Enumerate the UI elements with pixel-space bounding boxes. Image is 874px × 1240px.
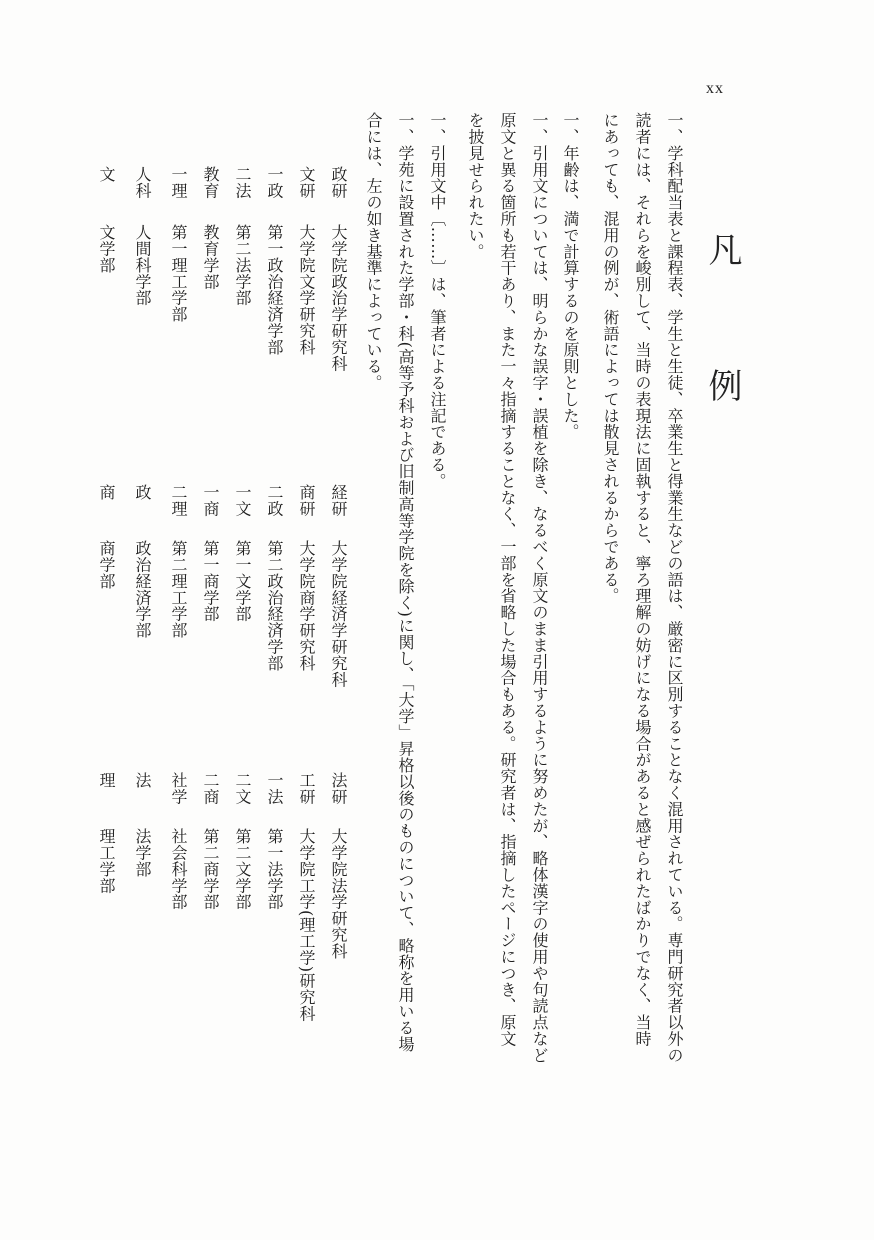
abbreviation: 二政: [265, 484, 284, 517]
abbreviation: 商: [97, 484, 116, 501]
abbreviation: 一理: [169, 166, 188, 199]
abbreviation: 理: [97, 772, 116, 789]
abbreviation-full-name: 第二理工学部: [169, 540, 188, 639]
abbreviation-full-name: 第一文学部: [233, 540, 252, 622]
abbreviation-full-name: 理工学部: [97, 828, 116, 894]
abbreviation: 二商: [201, 772, 220, 805]
note-5-line-2: 合には、左の如き基準によっている。: [364, 112, 383, 391]
abbreviation-full-name: 大学院工学(理工学)研究科: [297, 828, 316, 1022]
abbreviation: 一商: [201, 484, 220, 517]
abbreviation: 文: [97, 166, 116, 183]
note-3-line-3: を披見せられたい。: [466, 112, 485, 260]
abbreviation-full-name: 大学院文学研究科: [297, 224, 316, 356]
abbreviation: 一文: [233, 484, 252, 517]
abbreviation: 法: [133, 772, 152, 789]
page-number: xx: [706, 80, 724, 97]
abbreviation-full-name: 第一法学部: [265, 828, 284, 910]
abbreviation-full-name: 第一理工学部: [169, 224, 188, 323]
abbreviation-full-name: 第二政治経済学部: [265, 540, 284, 672]
abbreviation: 政研: [329, 166, 348, 199]
abbreviation-full-name: 第一政治経済学部: [265, 224, 284, 356]
abbreviation-full-name: 大学院商学研究科: [297, 540, 316, 672]
abbreviation-full-name: 大学院経済学研究科: [329, 540, 348, 688]
abbreviation: 一政: [265, 166, 284, 199]
abbreviation-full-name: 第二法学部: [233, 224, 252, 306]
abbreviation-full-name: 政治経済学部: [133, 540, 152, 639]
abbreviation: 文研: [297, 166, 316, 199]
note-1-line-3: にあっても、混用の例が、術語によっては散見されるからである。: [601, 112, 620, 604]
abbreviation: 教育: [201, 166, 220, 199]
abbreviation-full-name: 法学部: [133, 828, 152, 878]
abbreviation-full-name: 商学部: [97, 540, 116, 590]
abbreviation-row: [126, 166, 158, 946]
abbreviation: 二文: [233, 772, 252, 805]
abbreviation-full-name: 人間科学部: [133, 224, 152, 306]
abbreviation-row: [322, 166, 354, 960]
abbreviation: 二法: [233, 166, 252, 199]
abbreviation: 二理: [169, 484, 188, 517]
note-4-line-1: 一、引用文中〔……〕は、筆者による注記である。: [428, 112, 447, 490]
abbreviation-row: [258, 166, 290, 946]
note-1-line-1: 一、学科配当表と課程表、学生と生徒、卒業生と得業生などの語は、厳密に区別することなく混用されている。専門研究者以外の: [665, 112, 684, 1064]
abbreviation-full-name: 社会科学部: [169, 828, 188, 910]
abbreviation: 社学: [169, 772, 188, 805]
note-1-line-2: 読者には、それらを峻別して、当時の表現法に固執すると、寧ろ理解の妨げになる場合があると感ぜられたばかりでなく、当時: [633, 112, 652, 1047]
abbreviation: 一法: [265, 772, 284, 805]
abbreviation-row: [90, 166, 122, 946]
note-3-line-2: 原文と異る箇所も若干あり、また一々指摘することなく、一部を省略した場合もある。研究者は、指摘したページにつき、原文: [498, 112, 517, 1047]
abbreviation-row: [290, 166, 322, 1022]
page-title: 凡 例: [702, 232, 742, 436]
abbreviation-full-name: 第二商学部: [201, 828, 220, 910]
abbreviation: 人科: [133, 166, 152, 199]
abbreviation: 工研: [297, 772, 316, 805]
note-5-line-1: 一、学苑に設置された学部・科(高等予科および旧制高等学院を除く)に関し、「大学」昇格以後のものについて、略称を用いる場: [396, 112, 415, 1053]
abbreviation: 法研: [329, 772, 348, 805]
abbreviation-full-name: 第二文学部: [233, 828, 252, 910]
abbreviation: 経研: [329, 484, 348, 517]
note-3-line-1: 一、引用文については、明らかな誤字・誤植を除き、なるべく原文のまま引用するように努めたが、略体漢字の使用や句読点など: [530, 112, 549, 1064]
abbreviation-full-name: 第一商学部: [201, 540, 220, 622]
abbreviation: 商研: [297, 484, 316, 517]
abbreviation-full-name: 教育学部: [201, 224, 220, 290]
abbreviation-row: [194, 166, 226, 946]
abbreviation-row: [226, 166, 258, 946]
abbreviation-full-name: 大学院法学研究科: [329, 828, 348, 960]
note-2-line-1: 一、年齢は、満で計算するのを原則とした。: [561, 112, 580, 440]
abbreviation-row: [162, 166, 194, 946]
abbreviation-full-name: 文学部: [97, 224, 116, 274]
abbreviation: 政: [133, 484, 152, 501]
abbreviation-full-name: 大学院政治学研究科: [329, 224, 348, 372]
